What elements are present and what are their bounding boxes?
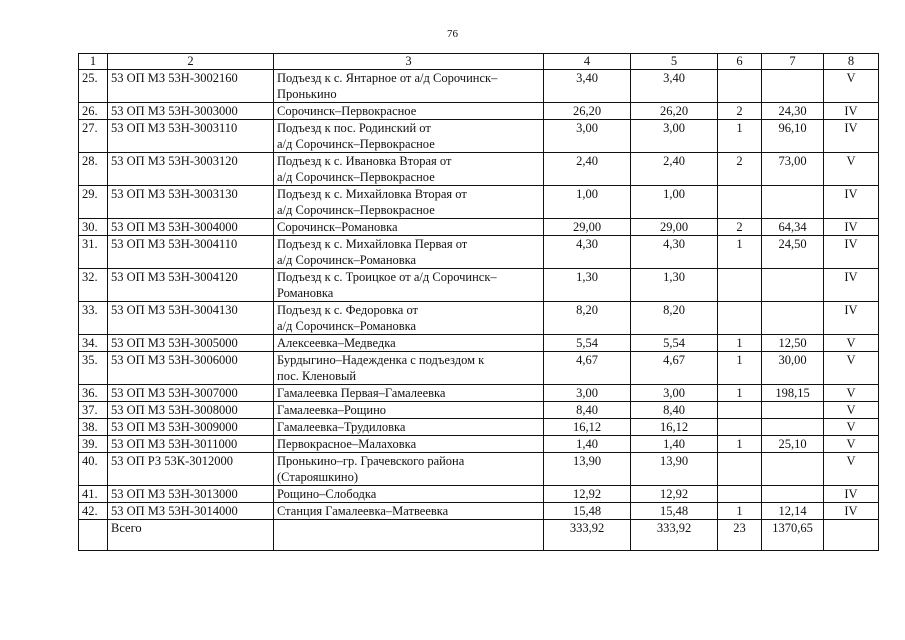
road-name-line: Сорочинск–Романовка	[277, 220, 398, 234]
value-col4: 1,30	[544, 269, 631, 302]
value-col6: 1	[718, 120, 762, 153]
value-col6	[718, 453, 762, 486]
category-col8: IV	[824, 103, 879, 120]
value-col7: 24,30	[762, 103, 824, 120]
value-col5: 13,90	[631, 453, 718, 486]
category-col8: V	[824, 335, 879, 352]
table-row	[79, 436, 879, 453]
road-code: 53 ОП МЗ 53Н-3003130	[108, 186, 274, 219]
value-col7	[762, 453, 824, 486]
road-name-line: Рощино–Слободка	[277, 487, 377, 501]
table-row	[79, 186, 879, 219]
road-name	[274, 419, 544, 436]
road-name-line: (Старояшкино)	[277, 470, 358, 484]
row-number: 31.	[79, 236, 108, 269]
road-code: 53 ОП МЗ 53Н-3013000	[108, 486, 274, 503]
row-number: 29.	[79, 186, 108, 219]
header-cell: 2	[108, 54, 274, 70]
road-name-line: а/д Сорочинск–Первокрасное	[277, 170, 435, 184]
value-col4: 8,20	[544, 302, 631, 335]
category-col8: IV	[824, 120, 879, 153]
value-col5: 29,00	[631, 219, 718, 236]
value-col6	[718, 269, 762, 302]
header-cell: 4	[544, 54, 631, 70]
table-row	[79, 385, 879, 402]
value-col4: 3,40	[544, 70, 631, 103]
category-col8: V	[824, 419, 879, 436]
row-number: 39.	[79, 436, 108, 453]
road-name-line: Пронькино	[277, 87, 337, 101]
row-number: 33.	[79, 302, 108, 335]
value-col5: 2,40	[631, 153, 718, 186]
category-col8: V	[824, 402, 879, 419]
value-col5: 12,92	[631, 486, 718, 503]
road-name-line: Гамалеевка Первая–Гамалеевка	[277, 386, 446, 400]
value-col7: 24,50	[762, 236, 824, 269]
value-col7: 30,00	[762, 352, 824, 385]
value-col5: 1,00	[631, 186, 718, 219]
category-col8: V	[824, 352, 879, 385]
road-name	[274, 453, 544, 486]
value-col7: 198,15	[762, 385, 824, 402]
road-name-line: Романовка	[277, 286, 334, 300]
table-row	[79, 219, 879, 236]
value-col6: 1	[718, 385, 762, 402]
total-empty	[274, 520, 544, 551]
row-number: 26.	[79, 103, 108, 120]
road-name	[274, 219, 544, 236]
value-col6: 2	[718, 219, 762, 236]
road-name	[274, 335, 544, 352]
road-name	[274, 153, 544, 186]
table-row	[79, 120, 879, 153]
road-name	[274, 120, 544, 153]
road-name-line: Первокрасное–Малаховка	[277, 437, 417, 451]
category-col8: IV	[824, 269, 879, 302]
table-row	[79, 335, 879, 352]
header-row	[79, 54, 879, 70]
value-col5: 3,40	[631, 70, 718, 103]
table-row	[79, 302, 879, 335]
table-row	[79, 453, 879, 486]
category-col8: IV	[824, 236, 879, 269]
value-col5: 4,30	[631, 236, 718, 269]
value-col5: 3,00	[631, 385, 718, 402]
row-number: 37.	[79, 402, 108, 419]
category-col8: V	[824, 453, 879, 486]
road-name-line: а/д Сорочинск–Романовка	[277, 253, 417, 267]
row-number: 28.	[79, 153, 108, 186]
road-name-line: Сорочинск–Первокрасное	[277, 104, 417, 118]
value-col4: 16,12	[544, 419, 631, 436]
value-col7: 12,14	[762, 503, 824, 520]
category-col8: IV	[824, 219, 879, 236]
value-col7: 96,10	[762, 120, 824, 153]
header-cell: 3	[274, 54, 544, 70]
road-name	[274, 436, 544, 453]
value-col4: 5,54	[544, 335, 631, 352]
value-col7	[762, 302, 824, 335]
value-col5: 15,48	[631, 503, 718, 520]
value-col7	[762, 70, 824, 103]
value-col4: 3,00	[544, 385, 631, 402]
road-code: 53 ОП МЗ 53Н-3005000	[108, 335, 274, 352]
value-col6	[718, 419, 762, 436]
road-name-line: Подъезд к с. Михайловка Первая от	[277, 237, 468, 251]
value-col7	[762, 402, 824, 419]
road-name	[274, 103, 544, 120]
value-col6	[718, 70, 762, 103]
category-col8: IV	[824, 503, 879, 520]
road-code: 53 ОП МЗ 53Н-3003110	[108, 120, 274, 153]
value-col5: 3,00	[631, 120, 718, 153]
row-number: 35.	[79, 352, 108, 385]
road-name	[274, 236, 544, 269]
category-col8: V	[824, 436, 879, 453]
table-row	[79, 103, 879, 120]
road-name-line: Подъезд к пос. Родинский от	[277, 121, 431, 135]
road-code: 53 ОП МЗ 53Н-3004130	[108, 302, 274, 335]
total-label: Всего	[108, 520, 274, 551]
road-name-line: а/д Сорочинск–Первокрасное	[277, 137, 435, 151]
value-col5: 1,30	[631, 269, 718, 302]
value-col4: 4,67	[544, 352, 631, 385]
table-row	[79, 486, 879, 503]
page-number: 76	[447, 28, 458, 40]
value-col5: 4,67	[631, 352, 718, 385]
road-name-line: Пронькино–гр. Грачевского района	[277, 454, 465, 468]
value-col4: 15,48	[544, 503, 631, 520]
road-name	[274, 402, 544, 419]
header-cell: 8	[824, 54, 879, 70]
total-col4: 333,92	[544, 520, 631, 551]
row-number: 25.	[79, 70, 108, 103]
road-code: 53 ОП МЗ 53Н-3007000	[108, 385, 274, 402]
total-empty	[79, 520, 108, 551]
road-name-line: Подъезд к с. Михайловка Вторая от	[277, 187, 467, 201]
value-col7	[762, 186, 824, 219]
road-name-line: Гамалеевка–Рощино	[277, 403, 387, 417]
road-name-line: Гамалеевка–Трудиловка	[277, 420, 406, 434]
category-col8: V	[824, 385, 879, 402]
row-number: 30.	[79, 219, 108, 236]
table-row	[79, 352, 879, 385]
road-name	[274, 503, 544, 520]
value-col6	[718, 302, 762, 335]
value-col4: 29,00	[544, 219, 631, 236]
value-col4: 12,92	[544, 486, 631, 503]
road-code: 53 ОП МЗ 53Н-3004120	[108, 269, 274, 302]
value-col7	[762, 269, 824, 302]
value-col5: 8,40	[631, 402, 718, 419]
value-col7	[762, 486, 824, 503]
road-name	[274, 486, 544, 503]
value-col6	[718, 486, 762, 503]
total-row	[79, 520, 879, 551]
road-name	[274, 385, 544, 402]
road-name-line: Подъезд к с. Ивановка Вторая от	[277, 154, 452, 168]
table-row	[79, 503, 879, 520]
row-number: 27.	[79, 120, 108, 153]
value-col6	[718, 402, 762, 419]
road-code: 53 ОП МЗ 53Н-3003120	[108, 153, 274, 186]
table-row	[79, 153, 879, 186]
road-code: 53 ОП МЗ 53Н-3002160	[108, 70, 274, 103]
road-name	[274, 269, 544, 302]
road-code: 53 ОП МЗ 53Н-3014000	[108, 503, 274, 520]
header-cell: 6	[718, 54, 762, 70]
value-col6: 1	[718, 436, 762, 453]
road-name-line: Алексеевка–Медведка	[277, 336, 396, 350]
value-col6: 2	[718, 103, 762, 120]
value-col5: 5,54	[631, 335, 718, 352]
header-cell: 1	[79, 54, 108, 70]
road-name	[274, 186, 544, 219]
row-number: 34.	[79, 335, 108, 352]
road-name-line: Подъезд к с. Троицкое от а/д Сорочинск–	[277, 270, 497, 284]
road-name-line: Подъезд к с. Федоровка от	[277, 303, 419, 317]
road-code: 53 ОП МЗ 53Н-3003000	[108, 103, 274, 120]
value-col6: 1	[718, 236, 762, 269]
roads-table	[78, 53, 879, 551]
value-col4: 1,40	[544, 436, 631, 453]
value-col7: 64,34	[762, 219, 824, 236]
road-code: 53 ОП МЗ 53Н-3008000	[108, 402, 274, 419]
road-code: 53 ОП МЗ 53Н-3011000	[108, 436, 274, 453]
road-name	[274, 352, 544, 385]
row-number: 32.	[79, 269, 108, 302]
value-col7	[762, 419, 824, 436]
value-col5: 1,40	[631, 436, 718, 453]
value-col4: 2,40	[544, 153, 631, 186]
value-col6	[718, 186, 762, 219]
row-number: 38.	[79, 419, 108, 436]
table-row	[79, 236, 879, 269]
value-col6: 2	[718, 153, 762, 186]
value-col4: 3,00	[544, 120, 631, 153]
header-cell: 5	[631, 54, 718, 70]
value-col4: 26,20	[544, 103, 631, 120]
value-col4: 8,40	[544, 402, 631, 419]
row-number: 40.	[79, 453, 108, 486]
road-code: 53 ОП МЗ 53Н-3009000	[108, 419, 274, 436]
total-col5: 333,92	[631, 520, 718, 551]
row-number: 42.	[79, 503, 108, 520]
road-name-line: Станция Гамалеевка–Матвеевка	[277, 504, 449, 518]
road-code: 53 ОП РЗ 53К-3012000	[108, 453, 274, 486]
value-col4: 1,00	[544, 186, 631, 219]
total-col8	[824, 520, 879, 551]
value-col5: 26,20	[631, 103, 718, 120]
road-name	[274, 70, 544, 103]
road-name-line: пос. Кленовый	[277, 369, 357, 383]
road-name	[274, 302, 544, 335]
road-code: 53 ОП МЗ 53Н-3006000	[108, 352, 274, 385]
value-col6: 1	[718, 335, 762, 352]
category-col8: V	[824, 153, 879, 186]
value-col4: 13,90	[544, 453, 631, 486]
road-name-line: Подъезд к с. Янтарное от а/д Сорочинск–	[277, 71, 498, 85]
road-code: 53 ОП МЗ 53Н-3004110	[108, 236, 274, 269]
category-col8: IV	[824, 302, 879, 335]
total-col7: 1370,65	[762, 520, 824, 551]
road-code: 53 ОП МЗ 53Н-3004000	[108, 219, 274, 236]
table-row	[79, 402, 879, 419]
row-number: 36.	[79, 385, 108, 402]
total-col6: 23	[718, 520, 762, 551]
value-col6: 1	[718, 352, 762, 385]
category-col8: IV	[824, 186, 879, 219]
road-name-line: а/д Сорочинск–Романовка	[277, 319, 417, 333]
value-col6: 1	[718, 503, 762, 520]
header-cell: 7	[762, 54, 824, 70]
value-col4: 4,30	[544, 236, 631, 269]
category-col8: V	[824, 70, 879, 103]
road-name-line: а/д Сорочинск–Первокрасное	[277, 203, 435, 217]
value-col7: 12,50	[762, 335, 824, 352]
value-col5: 16,12	[631, 419, 718, 436]
category-col8: IV	[824, 486, 879, 503]
value-col5: 8,20	[631, 302, 718, 335]
table-row	[79, 419, 879, 436]
value-col7: 73,00	[762, 153, 824, 186]
row-number: 41.	[79, 486, 108, 503]
road-name-line: Бурдыгино–Надежденка с подъездом к	[277, 353, 485, 367]
value-col7: 25,10	[762, 436, 824, 453]
table-row	[79, 269, 879, 302]
table-row	[79, 70, 879, 103]
